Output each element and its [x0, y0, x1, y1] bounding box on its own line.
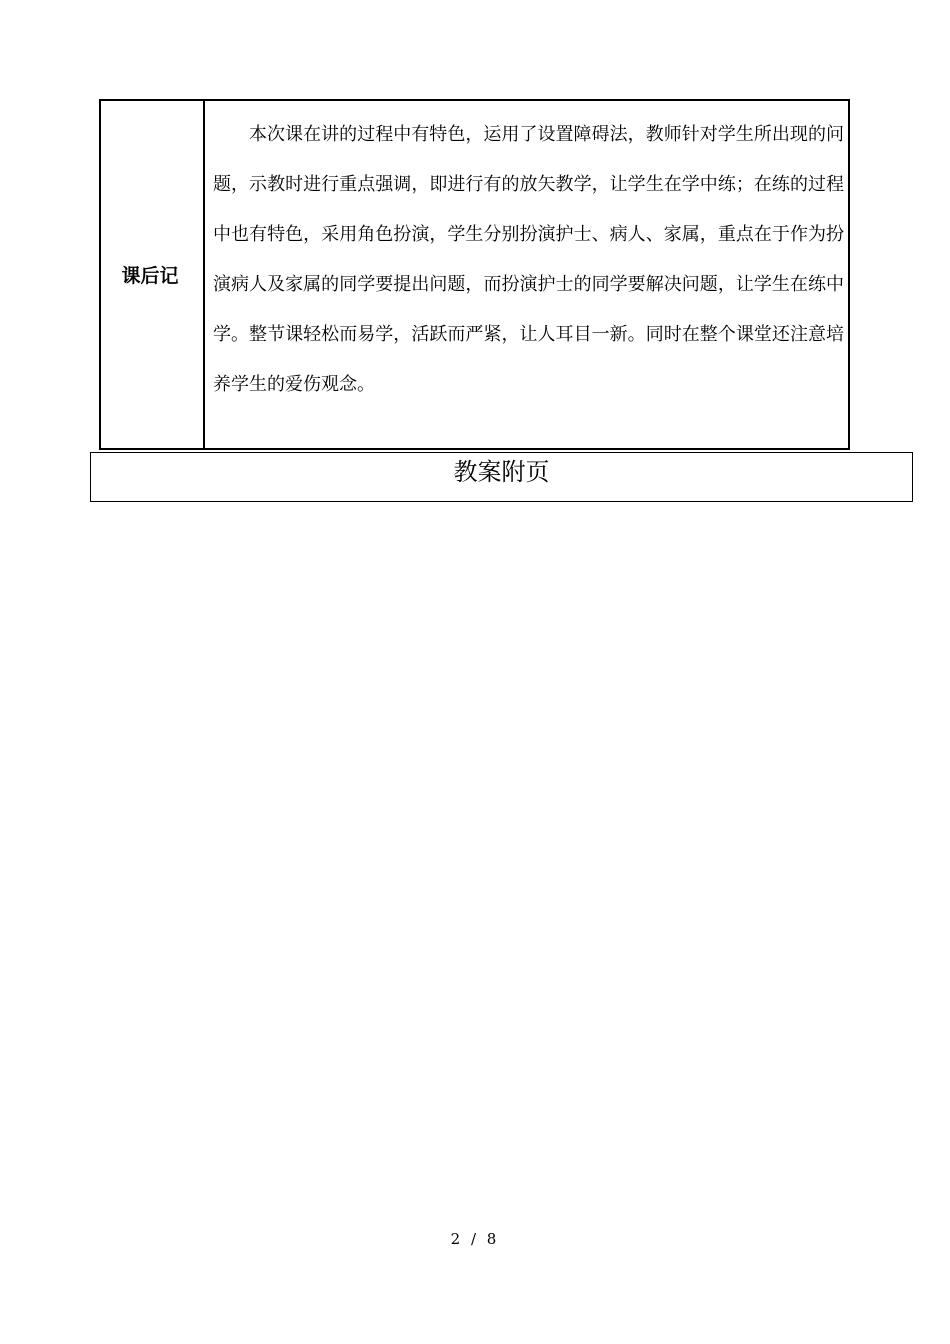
page-number: 2 / 8 — [450, 1230, 500, 1248]
reflection-label: 课后记 — [121, 265, 179, 287]
after-class-reflection-table — [99, 99, 850, 450]
reflection-content-cell — [205, 101, 848, 448]
reflection-content: 本次课在讲的过程中有特色，运用了设置障碍法，教师针对学生所出现的问题，示教时进行重点强调，即进行有的放矢教学，让学生在学中练；在练的过程中也有特色，采用角色扮演，学生分别扮演护士、病人、家属，重点在于作为扮演病人及家属的同学要提出问题，而扮演护士的同学要解决问题，让学生在练中学。整节课轻松而易学，活跃而严紧，让人耳目一新。同时在整个课堂还注意培养学生的爱伤观念。 — [213, 124, 844, 395]
lesson-plan-appendix-header — [90, 452, 913, 502]
appendix-title: 教案附页 — [453, 458, 550, 486]
reflection-label-cell — [101, 101, 205, 448]
